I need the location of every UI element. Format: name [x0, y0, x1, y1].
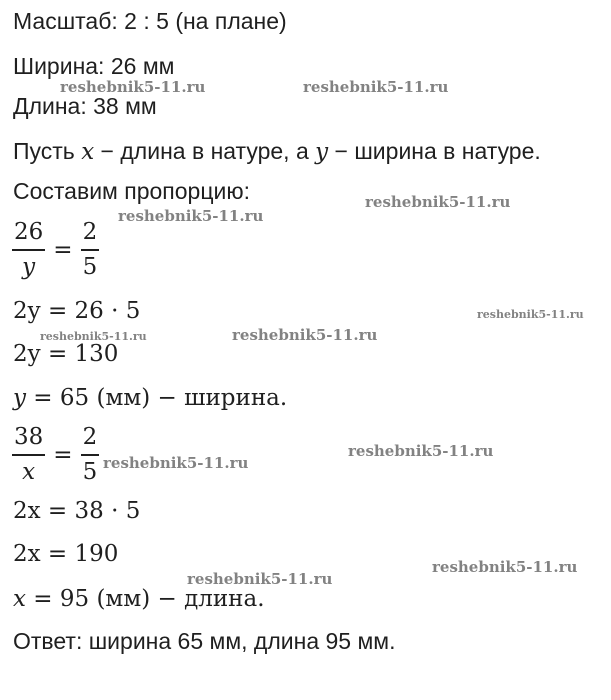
denominator: y	[22, 254, 36, 280]
fraction-bar	[81, 454, 100, 456]
numerator: 2	[82, 219, 98, 245]
proportion-equation-2	[12, 425, 99, 485]
equals-sign: =	[53, 442, 73, 468]
let-var-x: x	[81, 139, 95, 165]
step-2: 2y = 130	[13, 341, 119, 367]
denominator: 5	[82, 459, 98, 485]
numerator: 38	[14, 424, 44, 450]
result-x-line	[13, 588, 265, 611]
denominator: 5	[82, 254, 98, 280]
length-line: Длина: 38 мм	[13, 93, 157, 119]
let-text-1: Пусть	[13, 138, 82, 164]
watermark: reshebnik5-11.ru	[187, 570, 333, 588]
fraction-left-1	[12, 220, 45, 280]
numerator: 2	[82, 424, 98, 450]
let-text-2: − длина в натуре, а	[94, 138, 316, 164]
step-3: 2x = 38 · 5	[13, 498, 141, 524]
step-1: 2y = 26 · 5	[13, 298, 141, 324]
watermark: reshebnik5-11.ru	[232, 326, 378, 344]
denominator: x	[22, 459, 36, 485]
watermark: reshebnik5-11.ru	[348, 442, 494, 460]
equals-sign: =	[53, 237, 73, 263]
let-line	[13, 140, 541, 164]
result-y-var: y	[13, 385, 26, 411]
watermark: reshebnik5-11.ru	[432, 558, 578, 576]
result-x-text: = 95 (мм) − длина.	[25, 586, 265, 612]
numerator: 26	[14, 219, 44, 245]
watermark: reshebnik5-11.ru	[40, 330, 147, 343]
result-y-line	[13, 387, 287, 410]
let-text-3: − ширина в натуре.	[328, 138, 541, 164]
result-y-text: = 65 (мм) − ширина.	[26, 385, 288, 411]
width-line: Ширина: 26 мм	[13, 53, 175, 79]
watermark: reshebnik5-11.ru	[118, 207, 264, 225]
proportion-equation-1	[12, 220, 99, 280]
watermark: reshebnik5-11.ru	[303, 78, 449, 96]
fraction-right-2	[81, 425, 100, 485]
fraction-bar	[12, 249, 45, 251]
fraction-bar	[12, 454, 45, 456]
watermark: reshebnik5-11.ru	[477, 308, 584, 321]
watermark: reshebnik5-11.ru	[365, 193, 511, 211]
let-var-y: y	[315, 139, 329, 165]
answer-line: Ответ: ширина 65 мм, длина 95 мм.	[13, 628, 396, 654]
watermark: reshebnik5-11.ru	[103, 454, 249, 472]
result-x-var: x	[13, 586, 26, 612]
fraction-right-1	[81, 220, 100, 280]
proportion-line: Составим пропорцию:	[13, 178, 250, 204]
fraction-bar	[81, 249, 100, 251]
step-4: 2x = 190	[13, 541, 119, 567]
fraction-left-2	[12, 425, 45, 485]
scale-line: Масштаб: 2 : 5 (на плане)	[13, 8, 287, 34]
watermark: reshebnik5-11.ru	[60, 78, 206, 96]
